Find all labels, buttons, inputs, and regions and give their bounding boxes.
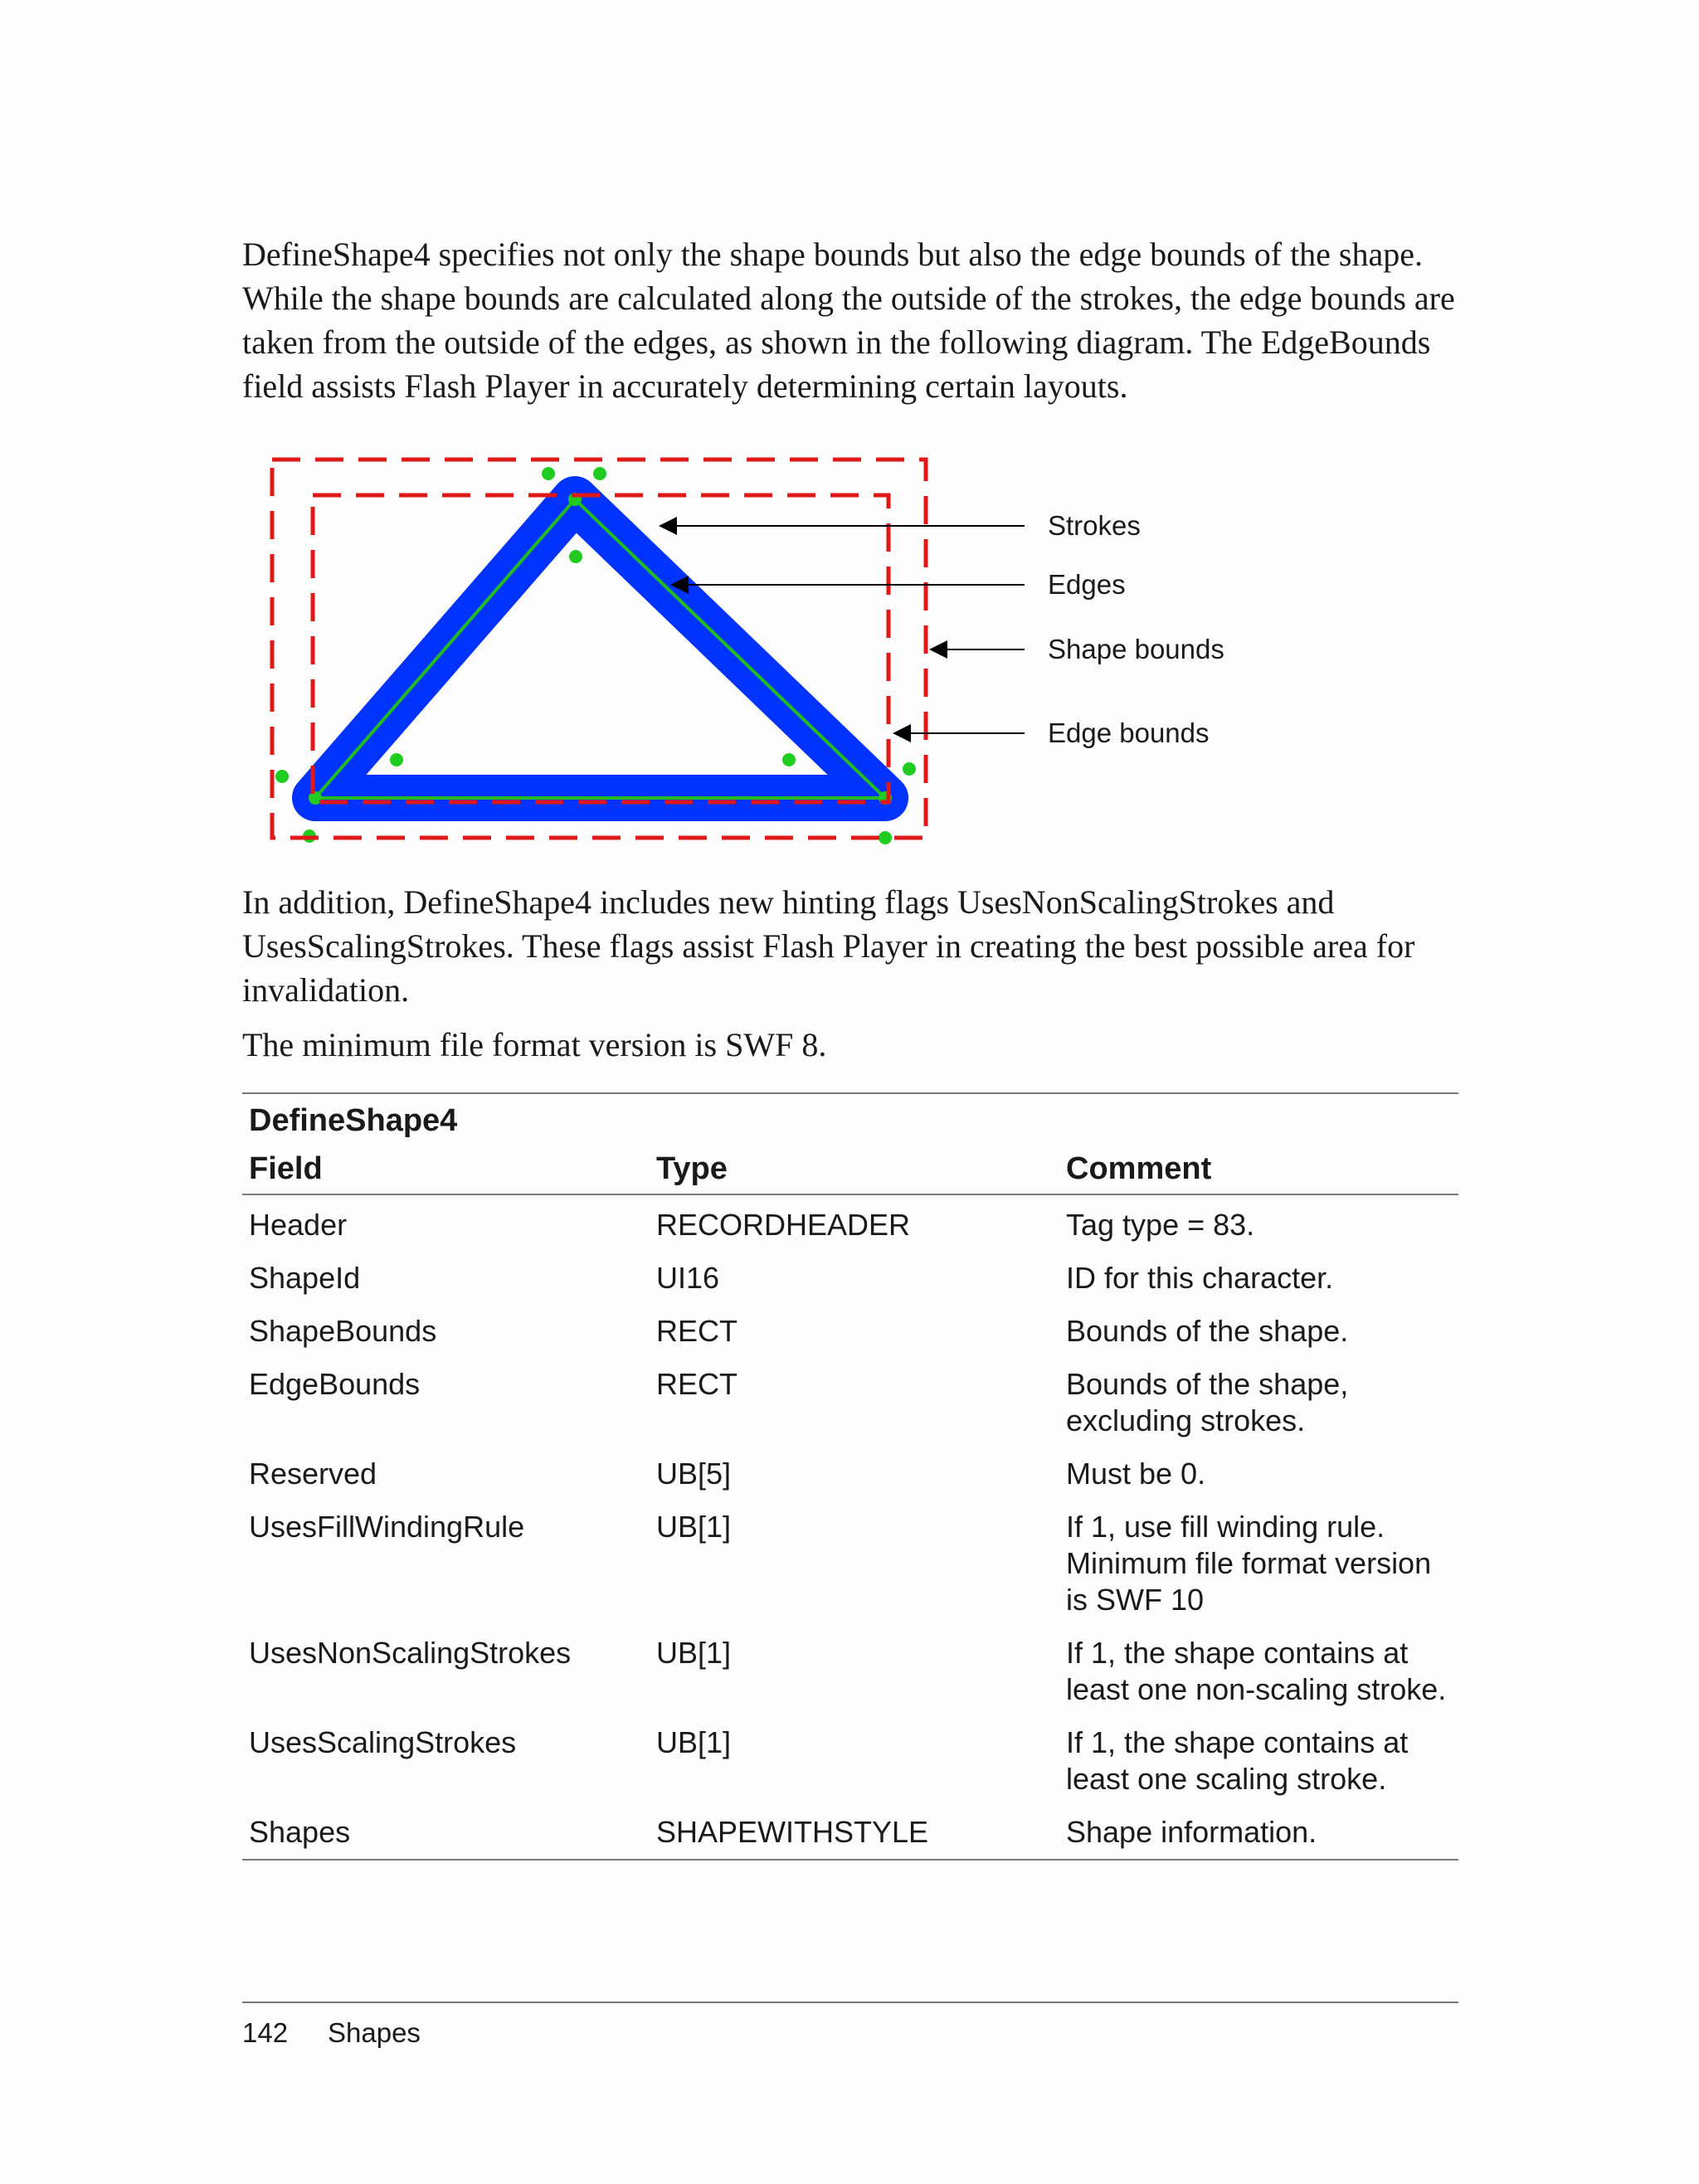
cell-comment: If 1, the shape contains at least one non-scaling stroke. [1066,1636,1447,1706]
page-number: 142 [242,2017,289,2048]
cell-field: EdgeBounds [249,1367,421,1401]
table-row [242,1301,1458,1355]
cell-type: RECT [656,1367,738,1401]
table-row [242,1497,1458,1623]
cell-field: UsesScalingStrokes [249,1725,517,1759]
cell-comment: Bounds of the shape. [1066,1314,1349,1348]
cell-comment: If 1, the shape contains at least one scaling stroke. [1066,1725,1409,1796]
anchor-point [782,753,796,766]
cell-field: Header [249,1208,348,1242]
arrow-strokes [659,517,677,535]
cell-field: Shapes [242,1802,650,1860]
header-comment: Comment [1059,1139,1458,1194]
label-edge-bounds: Edge bounds [1048,717,1210,748]
anchor-point [275,770,289,783]
anchor-point [903,762,916,776]
table-row [242,1713,1458,1802]
table-caption: DefineShape4 [242,1093,1458,1139]
cell-type: UI16 [656,1261,720,1295]
table-row [242,1444,1458,1497]
anchor-point [390,753,403,766]
cell-type: UB[5] [656,1457,732,1491]
cell-type: RECT [656,1314,738,1348]
anchor-point [569,550,582,563]
cell-field: ShapeId [249,1261,361,1295]
cell-comment: Shape information. [1059,1802,1458,1860]
table-row [242,1194,1458,1248]
cell-type: SHAPEWITHSTYLE [650,1802,1059,1860]
min-version-paragraph: The minimum file format version is SWF 8. [242,1026,827,1063]
cell-comment: Bounds of the shape, excluding strokes. [1066,1367,1349,1437]
table-row [242,1355,1458,1444]
cell-field: ShapeBounds [249,1314,437,1348]
hinting-paragraph: In addition, DefineShape4 includes new hinting flags UsesNonScalingStrokes and UsesScalingStrokes. These flags assist Flash Player in creating the best possible area for invalidation. [242,883,1415,1009]
anchor-point [879,831,892,844]
stroke-triangle [315,499,885,798]
cell-field: UsesFillWindingRule [249,1510,525,1544]
cell-comment: Must be 0. [1066,1457,1206,1491]
table-row [242,1623,1458,1713]
cell-field: UsesNonScalingStrokes [249,1636,572,1670]
table-row [242,1802,1458,1860]
anchor-point [542,467,555,480]
cell-type: RECORDHEADER [656,1208,911,1242]
label-shape-bounds: Shape bounds [1048,634,1224,664]
label-strokes: Strokes [1048,510,1141,541]
defineshape4-table [242,1092,1458,1861]
header-type: Type [650,1139,1059,1194]
shape-bounds-diagram [249,440,1286,854]
cell-comment: Tag type = 83. [1066,1208,1255,1242]
cell-comment: ID for this character. [1066,1261,1334,1295]
intro-paragraph: DefineShape4 specifies not only the shape bounds but also the edge bounds of the shape. While the shape bounds are calculated along the outside of the strokes, the edge bounds are taken from the outside of the edges, as shown in the following diagram. The EdgeBounds field assists Flash Player in accurately determining certain layouts. [242,236,1455,405]
cell-type: UB[1] [656,1636,732,1670]
footer-section-name: Shapes [328,2017,421,2048]
header-field: Field [242,1139,650,1194]
label-edges: Edges [1048,569,1126,600]
anchor-point [593,467,606,480]
cell-field: Reserved [249,1457,377,1491]
arrow-edge-bounds [893,724,911,742]
arrow-shape-bounds [929,640,947,659]
cell-type: UB[1] [656,1725,732,1759]
cell-comment: If 1, use fill winding rule. Minimum file format version is SWF 10 [1066,1510,1432,1617]
footer-rule [242,2002,1458,2003]
table-row [242,1248,1458,1301]
cell-type: UB[1] [656,1510,732,1544]
